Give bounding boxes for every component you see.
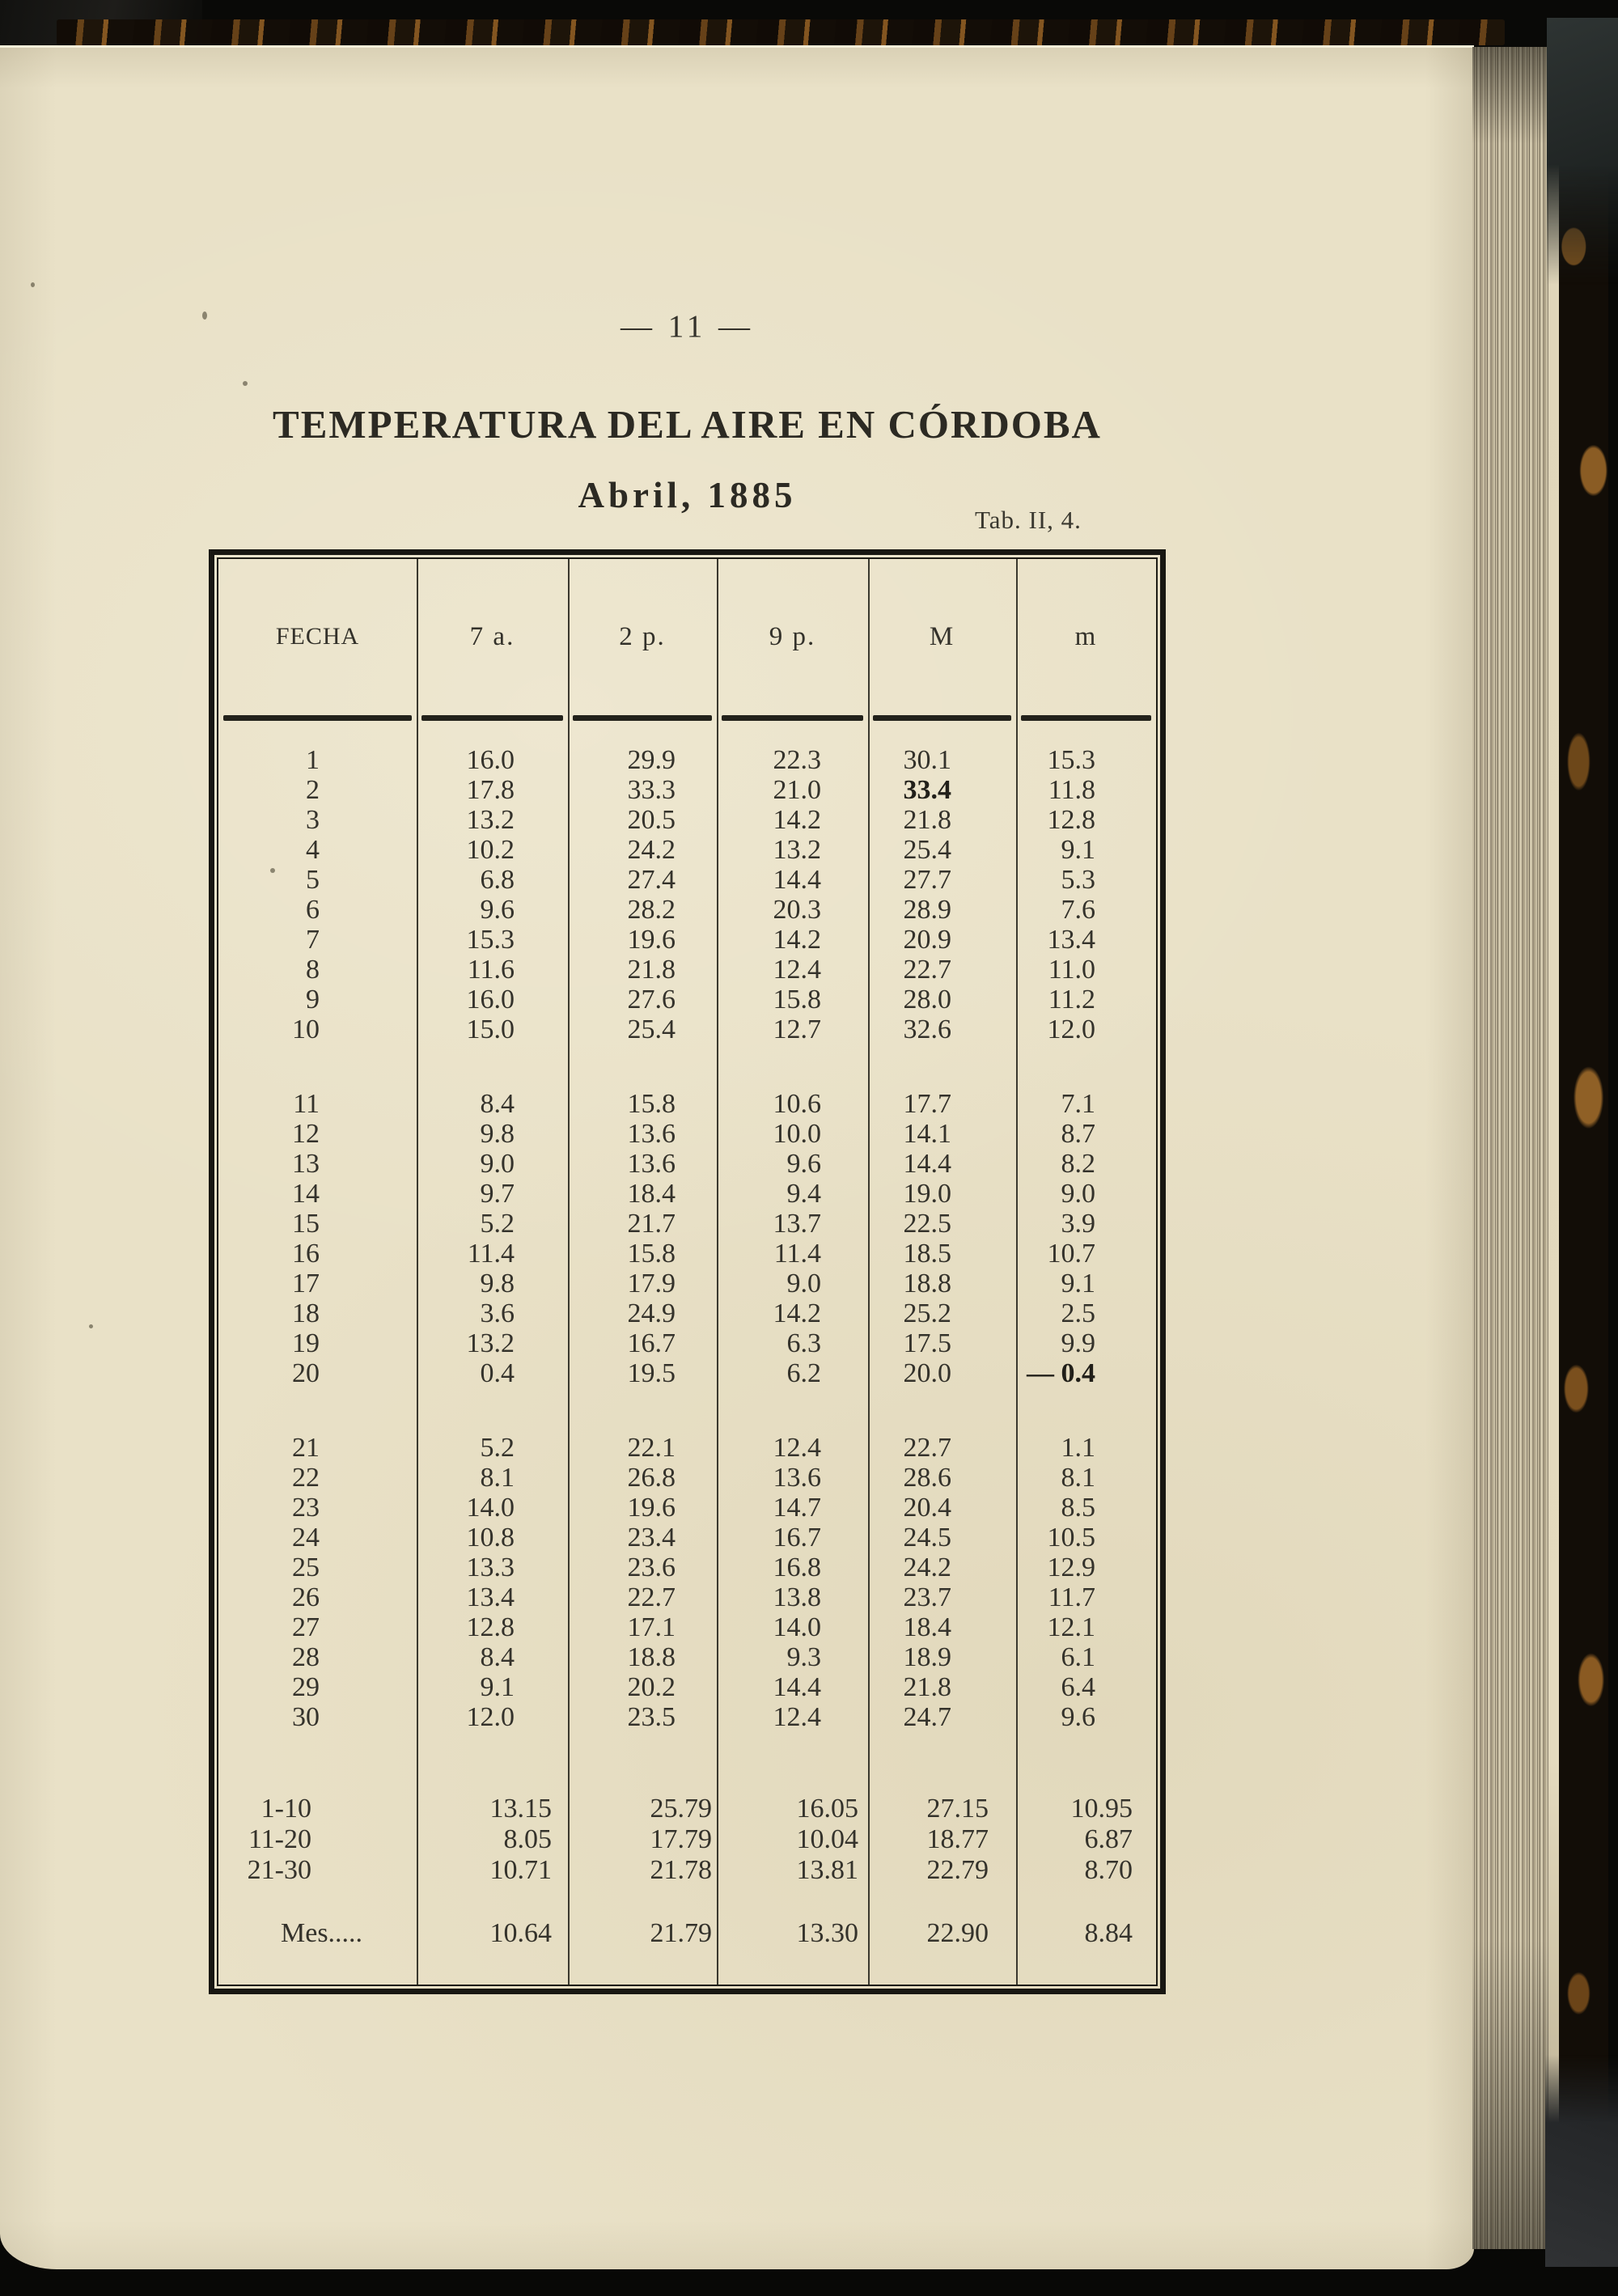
separator-rule [421, 715, 563, 721]
row-label-cell: 1 [306, 745, 320, 775]
value-cell: 9.4 [786, 1179, 821, 1209]
row-label-cell: 4 [306, 835, 320, 865]
day-row [218, 1582, 1156, 1612]
value-cell: 14.2 [773, 925, 821, 955]
row-label-cell: 13 [292, 1149, 320, 1179]
value-cell: 13.6 [773, 1463, 821, 1493]
value-cell: 15.8 [627, 1089, 676, 1119]
day-group [218, 1433, 1156, 1732]
cloth-corner-top-right [1547, 18, 1618, 285]
value-cell: 6.2 [786, 1358, 821, 1388]
value-cell: 11.7 [1048, 1582, 1095, 1612]
value-cell: 12.0 [1047, 1015, 1095, 1044]
value-cell: 19.5 [627, 1358, 676, 1388]
row-label-cell: 1-10 [260, 1794, 311, 1824]
value-cell: 8.1 [1061, 1463, 1095, 1493]
row-label-cell: 15 [292, 1209, 320, 1239]
value-cell: 22.90 [926, 1918, 989, 1948]
day-group [218, 1089, 1156, 1388]
separator-cell [218, 715, 417, 721]
ink-speck [270, 868, 275, 873]
day-row [218, 1149, 1156, 1179]
day-row [218, 1433, 1156, 1463]
column-header: 7 a. [469, 621, 515, 651]
value-cell: 7.6 [1061, 895, 1095, 925]
value-cell: 18.8 [627, 1642, 676, 1672]
day-row [218, 805, 1156, 835]
separator-rule [223, 715, 412, 721]
value-cell: 3.9 [1061, 1209, 1095, 1239]
value-cell: 25.2 [903, 1298, 951, 1328]
value-cell: 13.30 [796, 1918, 858, 1948]
decade-row two-dec [218, 1855, 1156, 1886]
value-cell: 17.8 [466, 775, 515, 805]
row-label-cell: 8 [306, 955, 320, 985]
day-row [218, 1702, 1156, 1732]
value-cell: 10.2 [466, 835, 515, 865]
row-label-cell: 9 [306, 985, 320, 1015]
value-cell: 2.5 [1061, 1298, 1095, 1328]
value-cell: 19.0 [903, 1179, 951, 1209]
row-label-cell: 21-30 [247, 1855, 311, 1885]
value-cell: 15.3 [466, 925, 515, 955]
value-cell: 12.8 [466, 1612, 515, 1642]
value-cell: 28.2 [627, 895, 676, 925]
value-cell: 9.0 [480, 1149, 515, 1179]
day-row [218, 775, 1156, 805]
value-cell: 6.1 [1061, 1642, 1095, 1672]
value-cell: 27.15 [926, 1794, 989, 1824]
value-cell: 17.5 [903, 1328, 951, 1358]
value-cell: 6.8 [480, 865, 515, 895]
value-cell: 18.5 [903, 1239, 951, 1269]
day-row [218, 1523, 1156, 1553]
value-cell: 12.4 [773, 1433, 821, 1463]
value-cell: 9.7 [480, 1179, 515, 1209]
day-group [218, 745, 1156, 1044]
value-cell: 11.6 [467, 955, 515, 985]
day-row [218, 925, 1156, 955]
value-cell: 24.2 [627, 835, 676, 865]
row-label-cell: 28 [292, 1642, 320, 1672]
row-label-cell: 11 [293, 1089, 320, 1119]
value-cell: 17.79 [650, 1824, 712, 1854]
value-cell: 18.77 [926, 1824, 989, 1854]
value-cell: 13.15 [489, 1794, 552, 1824]
value-cell: 27.7 [903, 865, 951, 895]
value-cell: 21.8 [903, 1672, 951, 1702]
value-cell: 14.4 [903, 1149, 951, 1179]
row-label-cell: 22 [292, 1463, 320, 1493]
day-row [218, 955, 1156, 985]
value-cell: 13.4 [1047, 925, 1095, 955]
value-cell: 8.4 [480, 1642, 515, 1672]
value-cell: 21.78 [650, 1855, 712, 1885]
page-block-fore-edge [1472, 47, 1550, 2249]
value-cell: 26.8 [627, 1463, 676, 1493]
decade-row two-dec [218, 1824, 1156, 1855]
value-cell: 19.6 [627, 925, 676, 955]
value-cell: 10.8 [466, 1523, 515, 1553]
value-cell: 20.5 [627, 805, 676, 835]
row-label-cell: 17 [292, 1269, 320, 1298]
value-cell: 25.79 [650, 1794, 712, 1824]
value-cell: 15.8 [773, 985, 821, 1015]
value-cell: 13.4 [466, 1582, 515, 1612]
separator-rule [1021, 715, 1151, 721]
value-cell: 17.7 [903, 1089, 951, 1119]
value-cell: 10.71 [489, 1855, 552, 1885]
value-cell: 15.0 [466, 1015, 515, 1044]
value-cell: 22.5 [903, 1209, 951, 1239]
value-cell: 21.0 [773, 775, 821, 805]
table-reference-label: Tab. II, 4. [975, 506, 1082, 534]
row-label-cell: 21 [292, 1433, 320, 1463]
day-row [218, 1493, 1156, 1523]
day-row [218, 745, 1156, 775]
value-cell: 32.6 [903, 1015, 951, 1044]
value-cell: 11.2 [1048, 985, 1095, 1015]
value-cell: 17.9 [627, 1269, 676, 1298]
value-cell: 11.0 [1048, 955, 1095, 985]
row-label-cell: 27 [292, 1612, 320, 1642]
value-cell: 12.9 [1047, 1553, 1095, 1582]
value-cell: 18.4 [627, 1179, 676, 1209]
ink-speck [31, 282, 35, 287]
value-cell: 0.4 [480, 1358, 515, 1388]
value-cell: 20.4 [903, 1493, 951, 1523]
value-cell: 9.6 [1061, 1702, 1095, 1732]
row-label-cell: 20 [292, 1358, 320, 1388]
day-row [218, 1209, 1156, 1239]
row-label-cell: 6 [306, 895, 320, 925]
value-cell: 9.0 [1061, 1179, 1095, 1209]
value-cell: 27.4 [627, 865, 676, 895]
row-label-cell: 26 [292, 1582, 320, 1612]
row-label-cell: 24 [292, 1523, 320, 1553]
value-cell: 10.64 [489, 1918, 552, 1948]
value-cell: 20.0 [903, 1358, 951, 1388]
day-row [218, 865, 1156, 895]
value-cell: 18.8 [903, 1269, 951, 1298]
value-cell: 13.81 [796, 1855, 858, 1885]
value-cell: 15.3 [1047, 745, 1095, 775]
value-cell: 12.4 [773, 1702, 821, 1732]
value-cell: 8.70 [1084, 1855, 1133, 1885]
value-cell: 22.1 [627, 1433, 676, 1463]
day-row [218, 1239, 1156, 1269]
value-cell: 13.6 [627, 1149, 676, 1179]
value-cell: 13.7 [773, 1209, 821, 1239]
value-cell: 28.0 [903, 985, 951, 1015]
day-row [218, 1328, 1156, 1358]
table-header-row [218, 559, 1156, 714]
value-cell: 11.4 [773, 1239, 821, 1269]
value-cell: 24.9 [627, 1298, 676, 1328]
separator-cell [717, 715, 868, 721]
value-cell: 10.0 [773, 1119, 821, 1149]
value-cell: 15.8 [627, 1239, 676, 1269]
value-cell: 9.9 [1061, 1328, 1095, 1358]
value-cell: 9.1 [1061, 1269, 1095, 1298]
row-label-cell: 11-20 [248, 1824, 311, 1854]
value-cell: 6.3 [786, 1328, 821, 1358]
row-label-cell: 25 [292, 1553, 320, 1582]
row-label-cell: 19 [292, 1328, 320, 1358]
value-cell: 1.1 [1061, 1433, 1095, 1463]
day-row [218, 985, 1156, 1015]
value-cell: 29.9 [627, 745, 676, 775]
separator-rule [573, 715, 712, 721]
table-content [218, 559, 1156, 1985]
column-header: m [1074, 621, 1098, 651]
value-cell: 13.2 [466, 805, 515, 835]
value-cell: 21.8 [903, 805, 951, 835]
decade-summary [218, 1794, 1156, 1886]
value-cell: 22.3 [773, 745, 821, 775]
ink-speck [243, 381, 248, 386]
value-cell: 9.6 [786, 1149, 821, 1179]
value-cell: 20.3 [773, 895, 821, 925]
value-cell: 21.79 [650, 1918, 712, 1948]
mes-row two-dec [218, 1915, 1156, 1952]
value-cell: 14.0 [773, 1612, 821, 1642]
value-cell: 8.2 [1061, 1149, 1095, 1179]
value-cell: 16.8 [773, 1553, 821, 1582]
page-title: TEMPERATURA DEL AIRE EN CÓRDOBA [273, 402, 1102, 447]
value-cell: 21.7 [627, 1209, 676, 1239]
row-label-cell: 3 [306, 805, 320, 835]
value-cell: 9.8 [480, 1119, 515, 1149]
value-cell: 16.0 [466, 985, 515, 1015]
value-cell: 6.87 [1084, 1824, 1133, 1854]
value-cell: 7.1 [1061, 1089, 1095, 1119]
day-row [218, 1553, 1156, 1582]
day-row [218, 1672, 1156, 1702]
value-cell: 5.2 [480, 1433, 515, 1463]
day-row [218, 1015, 1156, 1044]
value-cell: 23.6 [627, 1553, 676, 1582]
value-cell: 16.0 [466, 745, 515, 775]
row-label-cell: 14 [292, 1179, 320, 1209]
day-row [218, 1463, 1156, 1493]
value-cell: 12.4 [773, 955, 821, 985]
cloth-corner-bottom-right [1545, 2055, 1618, 2267]
row-label-cell: 12 [292, 1119, 320, 1149]
value-cell: 5.2 [480, 1209, 515, 1239]
value-cell: 10.5 [1047, 1523, 1095, 1553]
value-cell: 14.2 [773, 1298, 821, 1328]
value-cell: 12.0 [466, 1702, 515, 1732]
value-cell: 30.1 [903, 745, 951, 775]
value-cell: 9.8 [480, 1269, 515, 1298]
separator-cell [868, 715, 1016, 721]
value-cell: 10.6 [773, 1089, 821, 1119]
value-cell: 16.05 [796, 1794, 858, 1824]
value-cell: 12.1 [1047, 1612, 1095, 1642]
value-cell: 18.4 [903, 1612, 951, 1642]
value-cell: 9.1 [480, 1672, 515, 1702]
value-cell: 16.7 [773, 1523, 821, 1553]
value-cell: 23.7 [903, 1582, 951, 1612]
value-cell: 24.7 [903, 1702, 951, 1732]
decade-row two-dec [218, 1794, 1156, 1824]
day-row [218, 895, 1156, 925]
separator-rule [722, 715, 863, 721]
value-cell: 10.04 [796, 1824, 858, 1854]
day-row [218, 1358, 1156, 1388]
temperature-table [209, 549, 1166, 1994]
value-cell: 5.3 [1061, 865, 1095, 895]
value-cell: 20.2 [627, 1672, 676, 1702]
header-separator-row [218, 714, 1156, 721]
value-cell: 8.05 [503, 1824, 552, 1854]
row-label-cell: 2 [306, 775, 320, 805]
day-row [218, 1612, 1156, 1642]
day-row [218, 1089, 1156, 1119]
value-cell: — 0.4 [1027, 1358, 1095, 1388]
book-cover-marbled-top-edge [57, 19, 1505, 45]
book-page [0, 45, 1474, 2269]
value-cell: 21.8 [627, 955, 676, 985]
book-cover-marbled-edge [1559, 23, 1608, 2262]
value-cell: 10.95 [1070, 1794, 1133, 1824]
value-cell: 14.0 [466, 1493, 515, 1523]
value-cell: 8.4 [480, 1089, 515, 1119]
value-cell: 14.4 [773, 1672, 821, 1702]
value-cell: 14.2 [773, 805, 821, 835]
value-cell: 28.6 [903, 1463, 951, 1493]
row-label-cell: 29 [292, 1672, 320, 1702]
table-body [218, 721, 1156, 1952]
row-label-cell: 16 [292, 1239, 320, 1269]
value-cell: 33.3 [627, 775, 676, 805]
value-cell: 20.9 [903, 925, 951, 955]
value-cell: 10.7 [1047, 1239, 1095, 1269]
column-header: FECHA [275, 623, 360, 650]
value-cell: 11.8 [1048, 775, 1095, 805]
value-cell: 19.6 [627, 1493, 676, 1523]
value-cell: 23.4 [627, 1523, 676, 1553]
separator-cell [1016, 715, 1156, 721]
value-cell: 8.84 [1084, 1918, 1133, 1948]
value-cell: 12.7 [773, 1015, 821, 1044]
value-cell: 9.3 [786, 1642, 821, 1672]
ink-speck [202, 311, 207, 320]
value-cell: 22.7 [627, 1582, 676, 1612]
day-row [218, 1179, 1156, 1209]
value-cell: 24.2 [903, 1553, 951, 1582]
row-label-cell: 30 [292, 1702, 320, 1732]
row-label-cell: Mes..... [281, 1918, 363, 1948]
value-cell: 25.4 [627, 1015, 676, 1044]
value-cell: 22.79 [926, 1855, 989, 1885]
column-header: 9 p. [769, 621, 816, 651]
day-row [218, 1119, 1156, 1149]
day-row [218, 835, 1156, 865]
ink-speck [89, 1324, 93, 1328]
value-cell: 27.6 [627, 985, 676, 1015]
value-cell: 14.1 [903, 1119, 951, 1149]
day-row [218, 1642, 1156, 1672]
value-cell: 24.5 [903, 1523, 951, 1553]
value-cell: 9.0 [786, 1269, 821, 1298]
value-cell: 16.7 [627, 1328, 676, 1358]
value-cell: 23.5 [627, 1702, 676, 1732]
separator-rule [873, 715, 1011, 721]
row-label-cell: 10 [292, 1015, 320, 1044]
value-cell: 11.4 [467, 1239, 515, 1269]
separator-cell [568, 715, 717, 721]
row-label-cell: 18 [292, 1298, 320, 1328]
value-cell: 13.8 [773, 1582, 821, 1612]
value-cell: 28.9 [903, 895, 951, 925]
value-cell: 3.6 [480, 1298, 515, 1328]
row-label-cell: 5 [306, 865, 320, 895]
value-cell: 14.7 [773, 1493, 821, 1523]
value-cell: 12.8 [1047, 805, 1095, 835]
value-cell: 8.5 [1061, 1493, 1095, 1523]
value-cell: 9.6 [480, 895, 515, 925]
day-row [218, 1269, 1156, 1298]
value-cell: 13.2 [773, 835, 821, 865]
value-cell: 22.7 [903, 955, 951, 985]
day-row [218, 1298, 1156, 1328]
value-cell: 13.2 [466, 1328, 515, 1358]
value-cell: 14.4 [773, 865, 821, 895]
row-label-cell: 7 [306, 925, 320, 955]
separator-cell [417, 715, 568, 721]
value-cell: 8.7 [1061, 1119, 1095, 1149]
value-cell: 6.4 [1061, 1672, 1095, 1702]
value-cell: 13.3 [466, 1553, 515, 1582]
value-cell: 18.9 [903, 1642, 951, 1672]
column-header: 2 p. [619, 621, 666, 651]
value-cell: 22.7 [903, 1433, 951, 1463]
table-inner-border [217, 557, 1158, 1986]
value-cell: 17.1 [627, 1612, 676, 1642]
value-cell: 8.1 [480, 1463, 515, 1493]
page-subtitle: Abril, 1885 [578, 475, 797, 515]
value-cell: 13.6 [627, 1119, 676, 1149]
page-number: — 11 — [620, 309, 755, 344]
value-cell: 25.4 [903, 835, 951, 865]
endpaper-edge [1548, 47, 1559, 2243]
value-cell: 9.1 [1061, 835, 1095, 865]
value-cell: 33.4 [903, 775, 951, 805]
column-header: M [929, 621, 955, 651]
row-label-cell: 23 [292, 1493, 320, 1523]
